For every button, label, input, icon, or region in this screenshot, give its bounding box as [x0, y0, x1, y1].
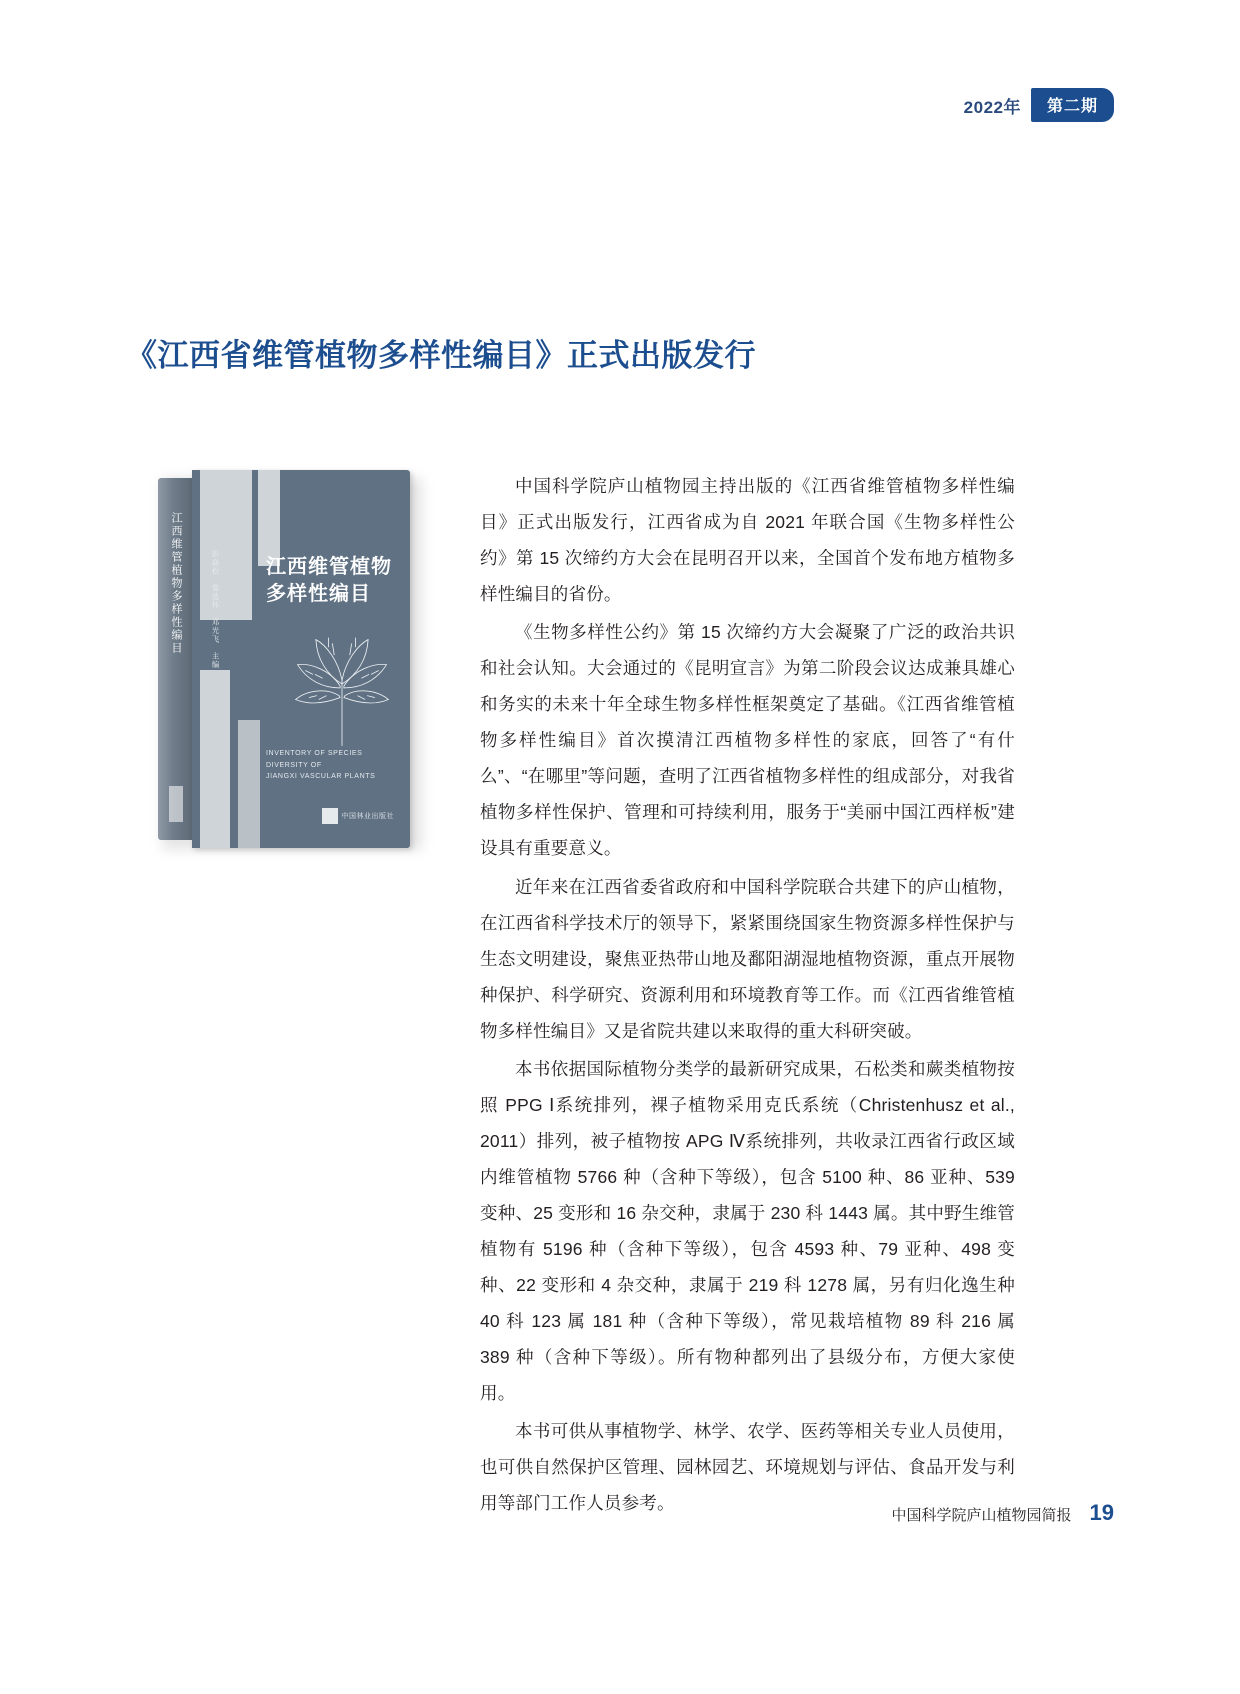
cover-decor-band-c [200, 670, 230, 848]
page-header [964, 88, 1114, 122]
publisher-logo-icon [169, 786, 183, 822]
cover-publisher-name: 中国林业出版社 [341, 813, 394, 820]
cover-title-line1: 江西维管植物 [266, 556, 392, 578]
book-spine [158, 478, 194, 840]
page-footer [892, 1500, 1115, 1526]
cover-title [266, 554, 400, 608]
cover-english-line2: JIANGXI VASCULAR PLANTS [266, 772, 376, 780]
article-paragraph: 本书依据国际植物分类学的最新研究成果，石松类和蕨类植物按照 PPG Ⅰ系统排列，裸子植物采用克氏系统（Christenhusz et al., 2011）排列，被子植物按 APG Ⅳ系统排列，共收录江西省行政区域内维管植物 5766 种（含种下等级），包含 5100 种、86 亚种、539 变种、25 变形和 16 杂交种，隶属于 230 科 1443 属。其中野生维管植物有 5196 种（含种下等级），包含 4593 种、79 亚种、498 变种、22 变形和 4 杂交种，隶属于 219 科 1278 属，另有归化逸生种 40 科 123 属 181 种（含种下等级），常见栽培植物 89 科 216 属 389 种（含种下等级）。所有物种都列出了县级分布，方便大家使用。 [480, 1058, 1015, 1404]
cover-english-title [266, 748, 406, 782]
cover-decor-band-d [238, 720, 260, 848]
book-front-cover [192, 470, 410, 848]
leaf-illustration-icon [284, 620, 400, 750]
cover-title-line2: 多样性编目 [266, 583, 371, 605]
footer-source: 中国科学院庐山植物园简报 [891, 1507, 1072, 1524]
header-issue-badge: 第二期 [1031, 88, 1114, 122]
article-paragraph: 《生物多样性公约》第 15 次缔约方大会凝聚了广泛的政治共识和社会认知。大会通过的《昆明宣言》为第二阶段会议达成兼具雄心和务实的未来十年全球生物多样性框架奠定了基础。《江西省维管植物多样性编目》首次摸清江西植物多样性的家底，回答了“有什么”、“在哪里”等问题，查明了江西省植物多样性的组成部分，对我省植物多样性保护、管理和可持续利用，服务于“美丽中国江西样板”建设具有重要意义。 [480, 622, 1015, 859]
header-year: 2022年 [963, 97, 1021, 117]
cover-authors: 彭焱松 詹选怀 邓光飞 主编 [211, 550, 220, 669]
article-body [480, 468, 1015, 1523]
article-paragraph: 中国科学院庐山植物园主持出版的《江西省维管植物多样性编目》正式出版发行，江西省成为自 2021 年联合国《生物多样性公约》第 15 次缔约方大会在昆明召开以来，全国首个发布地方植物多样性编目的省份。 [480, 476, 1015, 605]
book-spine-title: 江西维管植物多样性编目 [170, 512, 182, 655]
cover-english-line1: INVENTORY OF SPECIES DIVERSITY OF [266, 750, 363, 769]
book-cover-figure [148, 470, 438, 860]
article-paragraph: 近年来在江西省委省政府和中国科学院联合共建下的庐山植物，在江西省科学技术厅的领导下，紧紧围绕国家生物资源多样性保护与生态文明建设，聚焦亚热带山地及鄱阳湖湿地植物资源，重点开展物种保护、科学研究、资源利用和环境教育等工作。而《江西省维管植物多样性编目》又是省院共建以来取得的重大科研突破。 [480, 876, 1015, 1041]
article-paragraph: 本书可供从事植物学、林学、农学、医药等相关专业人员使用，也可供自然保护区管理、园林园艺、环境规划与评估、食品开发与利用等部门工作人员参考。 [480, 1421, 1015, 1514]
article-title: 《江西省维管植物多样性编目》正式出版发行 [126, 337, 756, 373]
cover-publisher [322, 808, 395, 824]
cover-decor-band-b [258, 470, 280, 566]
page-number: 19 [1089, 1500, 1114, 1525]
cover-decor-band-a [200, 470, 252, 620]
publisher-mark-icon [322, 808, 338, 824]
